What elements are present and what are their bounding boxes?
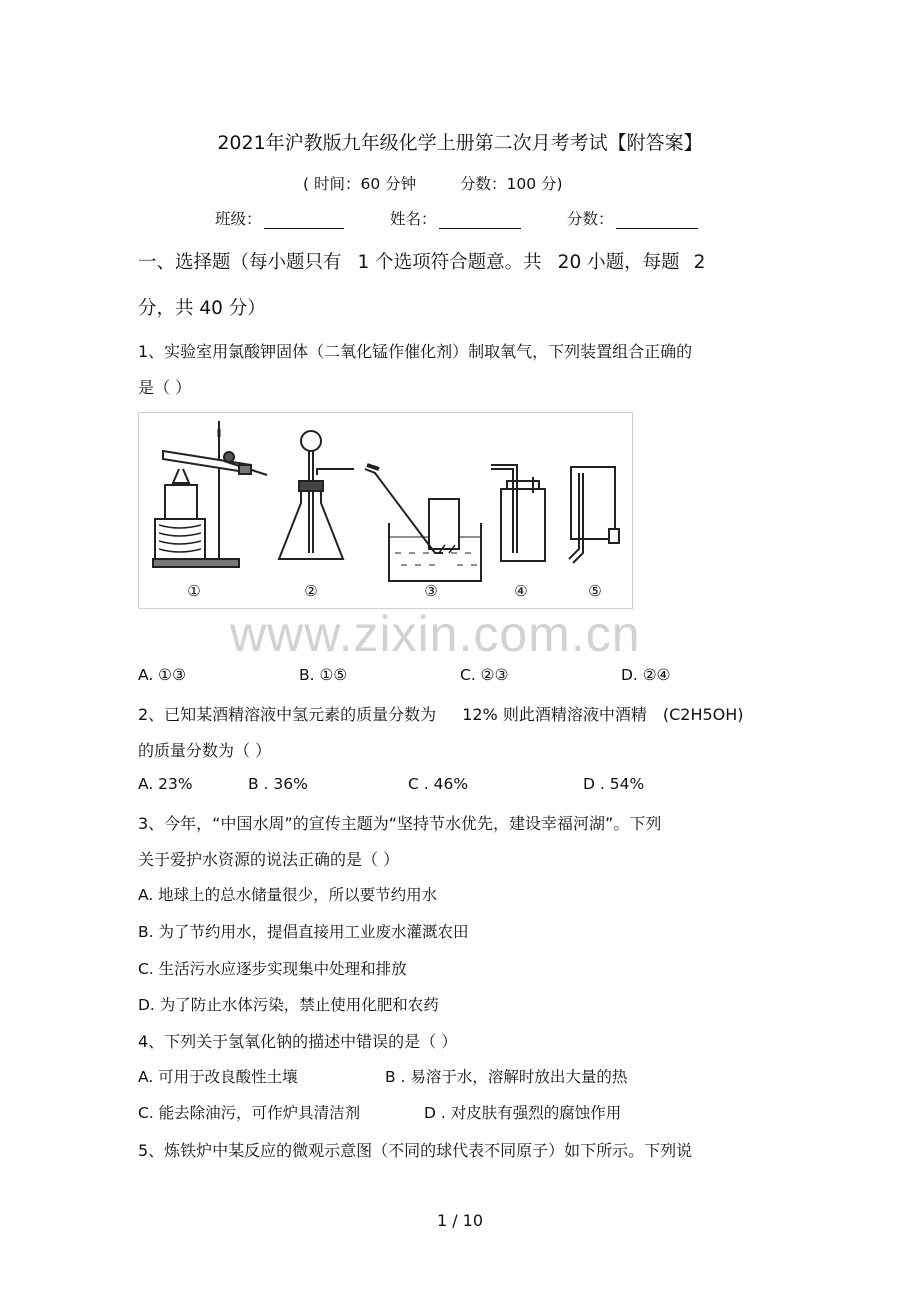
score-field <box>567 207 698 229</box>
question-1-text: 1、实验室用氯酸钾固体（二氧化锰作催化剂）制取氧气，下列装置组合正确的 <box>138 342 693 361</box>
figure-label-2: ② <box>304 582 318 600</box>
lamp-top <box>165 485 197 519</box>
score-info: 分数：100 分) <box>460 175 563 193</box>
apparatus-figure <box>138 412 633 609</box>
section-text-d: 2 <box>693 252 706 273</box>
q1-option-c: C. ②③ <box>460 666 509 684</box>
class-label: 班级： <box>215 210 262 228</box>
gas-bottle <box>429 499 459 549</box>
class-field <box>215 207 344 229</box>
q2-text-a: 2、已知某酒精溶液中氢元素的质量分数为 <box>138 705 437 724</box>
q4-option-a: A. 可用于改良酸性土壤 <box>138 1068 298 1086</box>
question-3-text-line2: 关于爱护水资源的说法正确的是（ ） <box>138 850 400 869</box>
class-blank <box>264 212 344 229</box>
q4-option-d: D . 对皮肤有强烈的腐蚀作用 <box>424 1104 622 1122</box>
q2-text-b: 12% 则此酒精溶液中酒精 <box>462 705 647 724</box>
name-blank <box>439 212 521 229</box>
q2-option-c: C . 46% <box>408 775 469 793</box>
name-label: 姓名： <box>390 210 437 228</box>
question-3-text: 3、今年，“中国水周”的宣传主题为“坚持节水优先，建设幸福河湖”。下列 <box>138 814 662 833</box>
figure-label-4: ④ <box>514 582 528 600</box>
funnel-bulb <box>301 431 321 451</box>
q2-option-b: B . 36% <box>248 775 308 793</box>
bottle-4 <box>501 489 545 561</box>
figure-label-5: ⑤ <box>588 582 602 600</box>
test-tube <box>163 451 251 473</box>
q2-option-a: A. 23% <box>138 775 193 793</box>
section-text-b: 1 个选项符合题意。共 <box>357 252 542 273</box>
stand-base <box>153 559 239 567</box>
question-5-text: 5、炼铁炉中某反应的微观示意图（不同的球代表不同原子）如下所示。下列说 <box>138 1141 693 1160</box>
q1-option-d: D. ②④ <box>621 666 671 684</box>
score-blank <box>616 212 698 229</box>
exam-meta <box>303 172 563 194</box>
q1-option-a: A. ①③ <box>138 666 186 684</box>
watermark: www.zixin.com.cn <box>230 606 641 662</box>
question-2-text-line2: 的质量分数为（ ） <box>138 741 272 760</box>
q3-option-a: A. 地球上的总水储量很少，所以要节约用水 <box>138 886 438 904</box>
figure-label-3: ③ <box>424 582 438 600</box>
q2-text-c: (C2H5OH) <box>662 705 744 724</box>
section-heading-line2: 分，共 40 分） <box>138 298 266 319</box>
time-info: ( 时间：60 分钟 <box>303 175 417 193</box>
q3-option-b: B. 为了节约用水，提倡直接用工业废水灌溉农田 <box>138 923 469 941</box>
q1-option-b: B. ①⑤ <box>299 666 348 684</box>
q3-option-c: C. 生活污水应逐步实现集中处理和排放 <box>138 960 407 978</box>
score-label: 分数： <box>567 210 614 228</box>
figure-label-1: ① <box>187 582 201 600</box>
q2-option-d: D . 54% <box>583 775 645 793</box>
page-number: 1 / 10 <box>436 1211 484 1230</box>
flame <box>173 469 189 483</box>
section-text-a: 一、选择题（每小题只有 <box>138 252 342 273</box>
question-4-text: 4、下列关于氢氧化钠的描述中错误的是（ ） <box>138 1032 458 1051</box>
question-1-text-line2: 是（ ） <box>138 378 192 397</box>
name-field <box>390 207 521 229</box>
q4-option-c: C. 能去除油污，可作炉具清洁剂 <box>138 1104 361 1122</box>
apparatus-diagram <box>139 413 634 610</box>
conical-flask <box>279 487 343 559</box>
section-heading <box>138 248 705 274</box>
question-2-text <box>138 702 744 725</box>
lamp-body <box>155 519 205 559</box>
q4-option-b: B . 易溶于水，溶解时放出大量的热 <box>385 1068 628 1086</box>
section-text-c: 20 小题，每题 <box>557 252 680 273</box>
page-title: 2021年沪教版九年级化学上册第二次月考考试【附答案】 <box>217 132 703 154</box>
q3-option-d: D. 为了防止水体污染，禁止使用化肥和农药 <box>138 996 439 1014</box>
